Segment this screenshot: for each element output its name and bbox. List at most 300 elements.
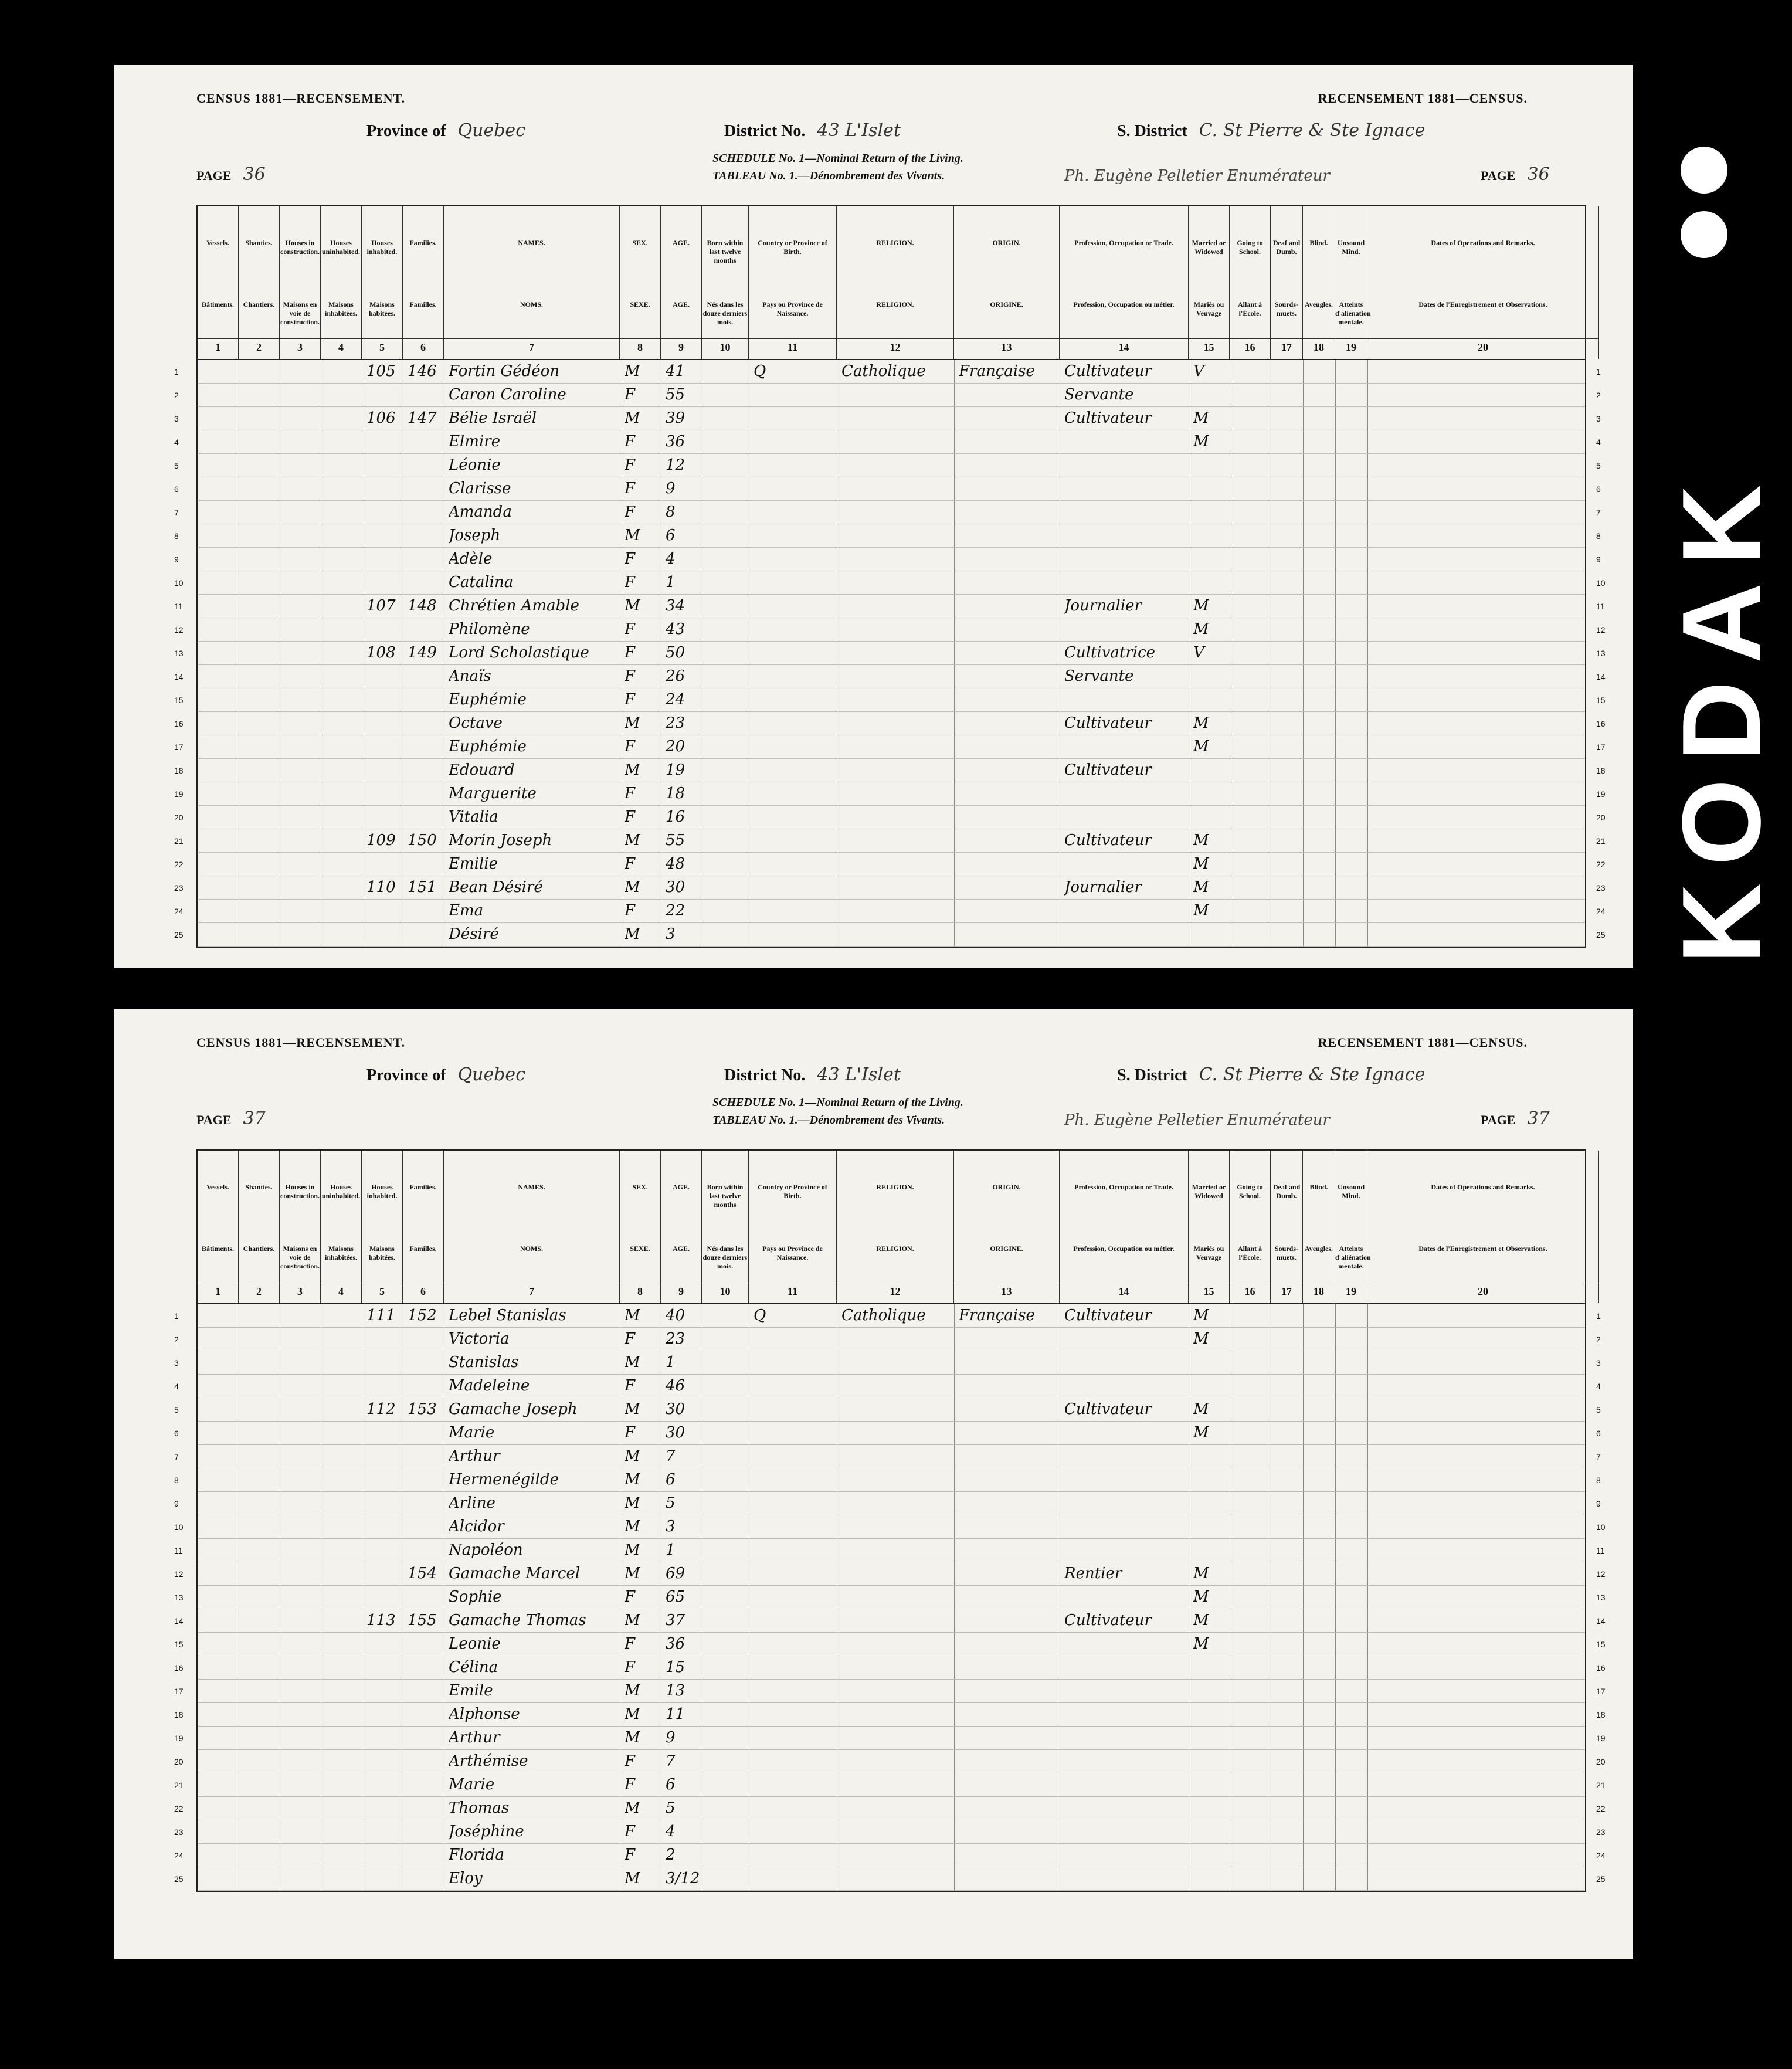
marital-status: M (1193, 1424, 1209, 1441)
column-number: 6 (403, 1283, 443, 1298)
table-body (174, 1304, 1606, 1891)
district-label: District No. (724, 1066, 806, 1084)
line-number-left: 7 (174, 1452, 179, 1461)
sex: F (625, 1635, 636, 1653)
age: 19 (666, 761, 685, 779)
schedule-fr: TABLEAU No. 1.—Dénombrement des Vivants. (712, 169, 945, 182)
line-number-left: 1 (174, 1311, 179, 1321)
table-row (174, 618, 1606, 642)
sex: F (625, 738, 636, 755)
house-number: 105 (366, 362, 396, 380)
age: 55 (666, 386, 685, 403)
family-number: 151 (408, 879, 437, 896)
table-row (174, 853, 1606, 876)
enumerator-signature: Ph. Eugène Pelletier Enumérateur (1064, 1111, 1330, 1129)
table-row (174, 1773, 1606, 1797)
column-header (954, 206, 1060, 359)
district-field (724, 120, 901, 141)
line-number-right: 9 (1596, 1499, 1601, 1508)
column-number: 20 (1367, 338, 1598, 354)
line-number-right: 19 (1596, 789, 1606, 799)
line-number-right: 13 (1596, 1593, 1606, 1602)
column-number: 3 (280, 338, 320, 354)
table-row (174, 384, 1601, 407)
sex: M (625, 1354, 640, 1371)
age: 15 (666, 1658, 685, 1676)
person-name: Bélie Israël (449, 409, 537, 427)
sex: M (625, 1799, 640, 1817)
column-header-en: Going to School. (1237, 1183, 1263, 1200)
kodak-label: KODAK (1659, 467, 1784, 964)
column-header-en: Blind. (1309, 1183, 1328, 1191)
column-header (1367, 1151, 1599, 1303)
column-header-en: Country or Province of Birth. (758, 239, 827, 256)
person-name: Gamache Joseph (449, 1400, 578, 1418)
person-name: Victoria (449, 1330, 510, 1348)
line-number-left: 17 (174, 742, 184, 752)
column-number: 5 (362, 338, 402, 354)
table-row (174, 1656, 1606, 1680)
line-number-right: 7 (1596, 508, 1601, 517)
column-header-en: Born within last twelve months (707, 1183, 744, 1209)
table-row (174, 829, 1606, 853)
table-row (174, 665, 1606, 688)
line-number-left: 8 (174, 1476, 179, 1485)
marital-status: M (1193, 597, 1209, 615)
column-header-en: Blind. (1309, 239, 1328, 247)
sex: F (625, 644, 636, 662)
line-number-left: 21 (174, 836, 184, 846)
person-name: Elmire (449, 433, 501, 450)
column-header (702, 206, 749, 359)
column-header-fr: Atteints d'aliénation mentale. (1335, 1244, 1371, 1270)
column-header-en: RELIGION. (876, 1183, 914, 1191)
column-header (1335, 206, 1371, 359)
family-number: 155 (408, 1612, 437, 1629)
sex: F (625, 785, 636, 802)
house-number: 108 (366, 644, 396, 662)
census-title-left: CENSUS 1881—RECENSEMENT. (196, 91, 406, 106)
profession: Servante (1064, 667, 1134, 685)
column-header-fr: SEXE. (630, 300, 650, 308)
person-name: Marie (449, 1776, 495, 1793)
column-header-en: Families. (409, 1183, 437, 1191)
province-field (366, 1064, 525, 1085)
sex: F (625, 574, 636, 591)
person-name: Gamache Marcel (449, 1565, 581, 1582)
column-header (1060, 1151, 1189, 1303)
person-name: Ema (449, 902, 484, 920)
column-number: 18 (1303, 1283, 1335, 1298)
line-number-left: 15 (174, 1640, 184, 1649)
schedule-en: SCHEDULE No. 1—Nominal Return of the Living. (712, 152, 963, 165)
line-number-left: 5 (174, 461, 179, 470)
birthplace: Q (754, 362, 766, 380)
profession: Servante (1064, 386, 1134, 403)
column-header (403, 206, 444, 359)
line-number-right: 23 (1596, 883, 1606, 893)
religion: Catholique (841, 1307, 926, 1324)
sex: M (625, 1400, 640, 1418)
line-number-left: 16 (174, 1663, 184, 1673)
column-header (239, 1151, 280, 1303)
table-row (174, 806, 1606, 829)
age: 48 (666, 855, 685, 873)
age: 6 (666, 1776, 676, 1793)
column-header-en: Houses inhabited. (366, 1183, 398, 1200)
sex: M (625, 1541, 640, 1559)
age: 55 (666, 832, 685, 849)
family-number: 152 (408, 1307, 437, 1324)
sex: F (625, 1846, 636, 1864)
family-number: 146 (408, 362, 437, 380)
line-number-right: 16 (1596, 719, 1606, 728)
line-number-right: 12 (1596, 625, 1606, 635)
age: 23 (666, 714, 685, 732)
line-number-right: 8 (1596, 1476, 1601, 1485)
column-header (444, 206, 620, 359)
sex: F (625, 1776, 636, 1793)
line-number-left: 19 (174, 1734, 184, 1743)
age: 9 (666, 1729, 676, 1746)
age: 9 (666, 480, 676, 497)
census-title-left: CENSUS 1881—RECENSEMENT. (196, 1035, 406, 1050)
marital-status: M (1193, 1588, 1209, 1606)
sex: F (625, 620, 636, 638)
person-name: Leonie (449, 1635, 501, 1653)
column-header-fr: Pays ou Province de Naissance. (762, 1244, 823, 1261)
person-name: Marie (449, 1424, 495, 1441)
column-header (1367, 206, 1599, 359)
line-number-right: 18 (1596, 766, 1606, 775)
person-name: Joséphine (449, 1823, 524, 1840)
sex: F (625, 902, 636, 920)
column-number: 13 (954, 1283, 1059, 1298)
column-header-en: Houses in construction. (280, 239, 320, 256)
line-number-left: 18 (174, 766, 184, 775)
table-body (174, 360, 1606, 947)
page-number-right (1481, 164, 1550, 185)
person-name: Napoléon (449, 1541, 523, 1559)
column-header (1335, 1151, 1371, 1303)
sex: F (625, 1823, 636, 1840)
person-name: Désiré (449, 925, 499, 943)
line-number-left: 10 (174, 1522, 184, 1532)
page-value: 37 (1527, 1108, 1550, 1129)
column-header-fr: NOMS. (520, 1244, 543, 1253)
table-row (174, 1844, 1606, 1867)
table-row (174, 1328, 1601, 1351)
age: 16 (666, 808, 685, 826)
column-header (749, 1151, 837, 1303)
column-header (321, 206, 362, 359)
column-header (1060, 206, 1189, 359)
column-header-en: NAMES. (518, 239, 545, 247)
column-header-fr: Nés dans les douze derniers mois. (702, 300, 748, 326)
line-number-right: 4 (1596, 1382, 1601, 1391)
line-number-right: 22 (1596, 1804, 1606, 1813)
line-number-left: 19 (174, 789, 184, 799)
line-number-left: 22 (174, 1804, 184, 1813)
person-name: Célina (449, 1658, 498, 1676)
page-label: PAGE (1481, 168, 1516, 183)
sex: M (625, 832, 640, 849)
column-header (620, 1151, 661, 1303)
column-header (444, 1151, 620, 1303)
age: 41 (666, 362, 685, 380)
census-title-right: RECENSEMENT 1881—CENSUS. (1318, 1035, 1528, 1050)
line-number-left: 13 (174, 649, 184, 658)
column-header-en: Deaf and Dumb. (1272, 1183, 1301, 1200)
line-number-left: 6 (174, 1429, 179, 1438)
line-number-right: 11 (1596, 602, 1605, 611)
column-number: 2 (239, 1283, 279, 1298)
enumerator-signature: Ph. Eugène Pelletier Enumérateur (1064, 167, 1330, 185)
page-number-left (196, 1108, 266, 1129)
line-number-right: 13 (1596, 649, 1606, 658)
province-label: Province of (366, 1066, 446, 1084)
sex: M (625, 1565, 640, 1582)
column-number: 19 (1335, 338, 1367, 354)
line-number-right: 16 (1596, 1663, 1606, 1673)
age: 40 (666, 1307, 685, 1324)
column-header (1271, 206, 1303, 359)
line-number-left: 20 (174, 813, 184, 822)
column-number: 17 (1271, 338, 1302, 354)
kodak-edge-mark (1645, 147, 1784, 968)
column-header (1230, 206, 1271, 359)
table-row (174, 501, 1601, 524)
line-number-right: 20 (1596, 813, 1606, 822)
district-value: 43 L'Islet (817, 1064, 901, 1085)
column-header-en: SEX. (632, 1183, 648, 1191)
line-number-right: 12 (1596, 1569, 1606, 1579)
marital-status: M (1193, 1635, 1209, 1653)
column-header-en: Houses uninhabited. (321, 239, 361, 256)
sex: F (625, 667, 636, 685)
table-row (174, 1727, 1606, 1750)
column-header-en: Profession, Occupation or Trade. (1074, 1183, 1173, 1191)
sub-district-label: S. District (1117, 122, 1187, 140)
column-number: 4 (321, 338, 361, 354)
column-number: 19 (1335, 1283, 1367, 1298)
sex: F (625, 456, 636, 474)
line-number-left: 16 (174, 719, 184, 728)
family-number: 149 (408, 644, 437, 662)
column-header-fr: Dates de l'Enregistrement et Observations. (1418, 300, 1547, 308)
column-header (198, 206, 239, 359)
line-number-right: 24 (1596, 907, 1606, 916)
line-number-left: 14 (174, 1616, 184, 1626)
column-header-en: AGE. (672, 239, 690, 247)
line-number-left: 13 (174, 1593, 184, 1602)
column-header-fr: ORIGINE. (990, 300, 1023, 308)
house-number: 107 (366, 597, 396, 615)
column-number: 12 (837, 1283, 953, 1298)
column-number: 12 (837, 338, 953, 354)
column-header-fr: Atteints d'aliénation mentale. (1335, 300, 1371, 326)
column-header-fr: Maisons en voie de construction. (280, 300, 320, 326)
line-number-right: 11 (1596, 1546, 1605, 1555)
column-header-en: Houses uninhabited. (321, 1183, 361, 1200)
column-header-fr: Dates de l'Enregistrement et Observations. (1418, 1244, 1547, 1253)
marital-status: V (1193, 362, 1204, 380)
line-number-right: 18 (1596, 1710, 1606, 1719)
line-number-left: 23 (174, 883, 184, 893)
person-name: Madeleine (449, 1377, 530, 1395)
column-header-fr: RELIGION. (876, 1244, 914, 1253)
sex: M (625, 1612, 640, 1629)
column-header-en: Going to School. (1237, 239, 1263, 256)
table-row (174, 1515, 1606, 1539)
column-header-en: RELIGION. (876, 239, 914, 247)
column-header (620, 206, 661, 359)
province-value: Quebec (457, 1064, 525, 1085)
age: 36 (666, 433, 685, 450)
sub-district-field (1117, 1064, 1425, 1085)
person-name: Anaïs (449, 667, 491, 685)
line-number-right: 3 (1596, 1358, 1601, 1368)
sex: F (625, 1752, 636, 1770)
profession: Cultivateur (1064, 362, 1152, 380)
marital-status: M (1193, 1307, 1209, 1324)
origin: Française (959, 362, 1035, 380)
film-dot (1681, 211, 1727, 258)
column-number: 13 (954, 338, 1059, 354)
line-number-left: 17 (174, 1687, 184, 1696)
sex: M (625, 1870, 640, 1887)
line-number-left: 24 (174, 1851, 184, 1860)
table-row (174, 1562, 1606, 1586)
column-header (280, 206, 321, 359)
person-name: Arline (449, 1494, 495, 1512)
census-sheet-page-37 (114, 1009, 1633, 1959)
line-number-right: 21 (1596, 1780, 1606, 1790)
line-number-right: 1 (1596, 1311, 1601, 1321)
table-row (174, 1703, 1606, 1727)
person-name: Stanislas (449, 1354, 519, 1371)
person-name: Emile (449, 1682, 493, 1700)
table-header (198, 1151, 1585, 1304)
profession: Cultivatrice (1064, 644, 1156, 662)
sex: M (625, 1447, 640, 1465)
marital-status: M (1193, 1400, 1209, 1418)
person-name: Chrétien Amable (449, 597, 579, 615)
schedule-title (712, 1094, 963, 1129)
marital-status: M (1193, 738, 1209, 755)
table-row (174, 1750, 1606, 1773)
column-header (1303, 206, 1335, 359)
column-header-fr: SEXE. (630, 1244, 650, 1253)
table-row (174, 642, 1606, 665)
column-number: 16 (1230, 1283, 1270, 1298)
column-header-fr: Maisons habitées. (369, 1244, 395, 1261)
person-name: Arthur (449, 1447, 500, 1465)
column-header-en: Houses inhabited. (366, 239, 398, 256)
column-header-fr: NOMS. (520, 300, 543, 308)
line-number-right: 25 (1596, 930, 1606, 939)
age: 30 (666, 1400, 685, 1418)
age: 46 (666, 1377, 685, 1395)
house-number: 109 (366, 832, 396, 849)
column-header-fr: Mariés ou Veuvage (1193, 300, 1224, 317)
person-name: Arthur (449, 1729, 500, 1746)
origin: Française (959, 1307, 1035, 1324)
age: 1 (666, 1354, 676, 1371)
person-name: Gamache Thomas (449, 1612, 586, 1629)
column-header-fr: Familles. (409, 300, 437, 308)
column-number: 9 (661, 338, 701, 354)
column-header (198, 1151, 239, 1303)
house-number: 111 (366, 1307, 396, 1324)
table-row (174, 876, 1606, 900)
line-number-right: 3 (1596, 414, 1601, 423)
line-number-left: 4 (174, 1382, 179, 1391)
column-number: 7 (444, 1283, 619, 1298)
sex: M (625, 714, 640, 732)
table-row (174, 1445, 1601, 1468)
sex: M (625, 597, 640, 615)
line-number-left: 18 (174, 1710, 184, 1719)
line-number-left: 12 (174, 1569, 184, 1579)
column-number: 14 (1060, 1283, 1188, 1298)
column-number: 11 (749, 338, 836, 354)
age: 3 (666, 925, 676, 943)
person-name: Catalina (449, 574, 514, 591)
line-number-right: 2 (1596, 1335, 1601, 1344)
table-row (174, 1586, 1606, 1609)
column-header-fr: Profession, Occupation ou métier. (1073, 1244, 1175, 1253)
line-number-left: 24 (174, 907, 184, 916)
column-header-fr: Allant à l'École. (1237, 300, 1262, 317)
column-header-en: Houses in construction. (280, 1183, 320, 1200)
column-header-fr: Familles. (409, 1244, 437, 1253)
column-header-fr: Allant à l'École. (1237, 1244, 1262, 1261)
person-name: Marguerite (449, 785, 537, 802)
age: 65 (666, 1588, 685, 1606)
marital-status: M (1193, 1330, 1209, 1348)
sex: M (625, 761, 640, 779)
column-number: 2 (239, 338, 279, 354)
census-title-right: RECENSEMENT 1881—CENSUS. (1318, 91, 1528, 106)
person-name: Léonie (449, 456, 501, 474)
column-header-en: Families. (409, 239, 437, 247)
line-number-right: 2 (1596, 391, 1601, 400)
sex: M (625, 1307, 640, 1324)
age: 30 (666, 1424, 685, 1441)
line-number-left: 8 (174, 531, 179, 541)
table-row (174, 712, 1606, 735)
profession: Cultivateur (1064, 714, 1152, 732)
sex: M (625, 925, 640, 943)
table-row (174, 1633, 1606, 1656)
census-table (174, 1149, 1606, 1892)
column-number: 14 (1060, 338, 1188, 354)
line-number-left: 12 (174, 625, 184, 635)
column-header (954, 1151, 1060, 1303)
column-header-en: Vessels. (206, 1183, 229, 1191)
column-number: 6 (403, 338, 443, 354)
line-number-right: 6 (1596, 1429, 1601, 1438)
column-number: 4 (321, 1283, 361, 1298)
line-number-left: 20 (174, 1757, 184, 1766)
marital-status: V (1193, 644, 1204, 662)
column-header-fr: Bâtiments. (202, 300, 234, 308)
line-number-left: 9 (174, 1499, 179, 1508)
province-field (366, 120, 525, 141)
age: 18 (666, 785, 685, 802)
column-header-fr: Sourds-muets. (1274, 300, 1298, 317)
